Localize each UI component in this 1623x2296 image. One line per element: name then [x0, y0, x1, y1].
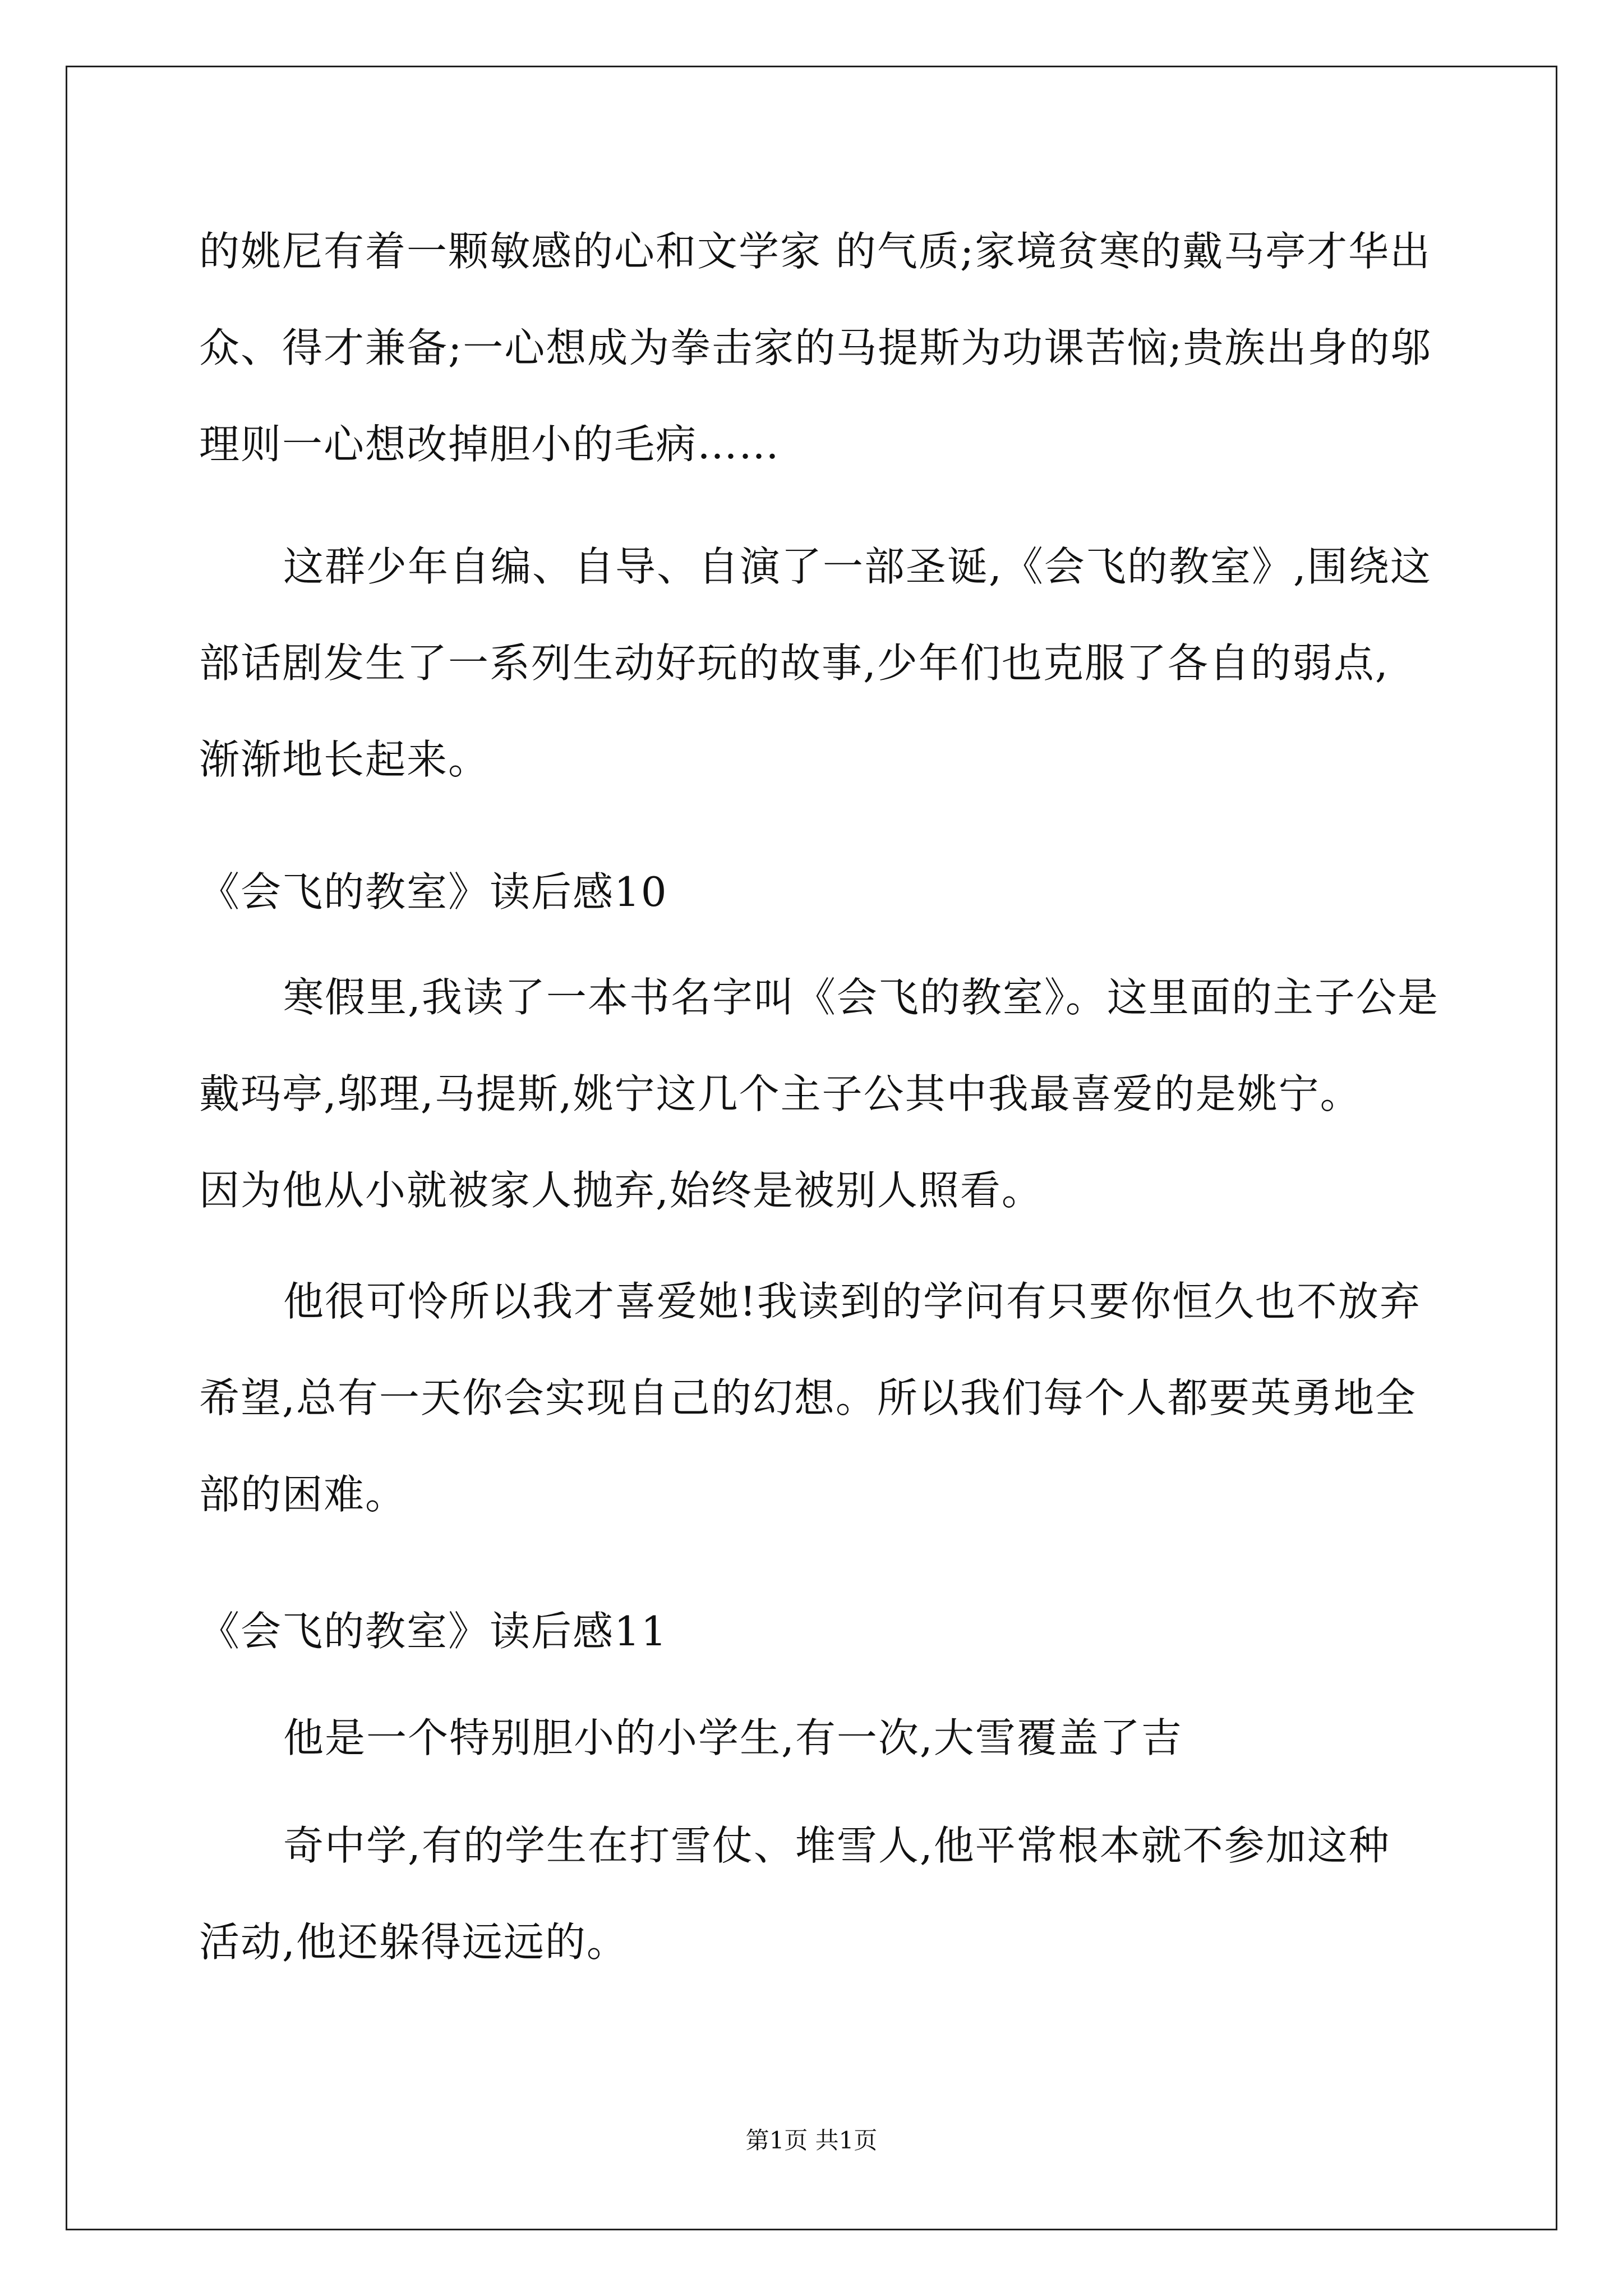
body-line-16: 奇中学,有的学生在打雪仗、堆雪人,他平常根本就不参加这种 — [283, 1822, 1390, 1869]
body-line-2: 众、得才兼备;一心想成为拳击家的马提斯为功课苦恼;贵族出身的邬 — [199, 324, 1432, 371]
body-line-1: 的姚尼有着一颗敏感的心和文学家 的气质;家境贫寒的戴马亭才华出 — [199, 228, 1432, 275]
body-line-11: 他很可怜所以我才喜爱她!我读到的学问有只要你恒久也不放弃 — [283, 1278, 1421, 1325]
body-line-5: 部话剧发生了一系列生动好玩的故事,少年们也克服了各自的弱点, — [199, 639, 1389, 687]
body-line-4: 这群少年自编、自导、自演了一部圣诞,《会飞的教室》,围绕这 — [283, 543, 1432, 590]
body-line-15: 他是一个特别胆小的小学生,有一次,大雪覆盖了吉 — [283, 1714, 1183, 1761]
section-heading-11: 《会飞的教室》读后感11 — [199, 1608, 668, 1655]
body-line-8: 寒假里,我读了一本书名字叫《会飞的教室》。这里面的主子公是 — [283, 974, 1439, 1021]
body-line-9: 戴玛亭,邬理,马提斯,姚宁这几个主子公其中我最喜爱的是姚宁。 — [199, 1070, 1362, 1117]
body-line-12: 希望,总有一天你会实现自己的幻想。所以我们每个人都要英勇地全 — [199, 1374, 1417, 1421]
body-line-6: 渐渐地长起来。 — [199, 736, 490, 783]
body-line-3: 理则一心想改掉胆小的毛病…… — [199, 421, 781, 468]
body-line-10: 因为他从小就被家人抛弃,始终是被别人照看。 — [199, 1167, 1043, 1214]
page-number-footer: 第1页 共1页 — [745, 2127, 878, 2154]
body-line-17: 活动,他还躲得远远的。 — [199, 1918, 628, 1966]
section-heading-10: 《会飞的教室》读后感10 — [199, 868, 668, 915]
body-line-13: 部的困难。 — [199, 1471, 407, 1518]
page-border — [66, 66, 1557, 2230]
